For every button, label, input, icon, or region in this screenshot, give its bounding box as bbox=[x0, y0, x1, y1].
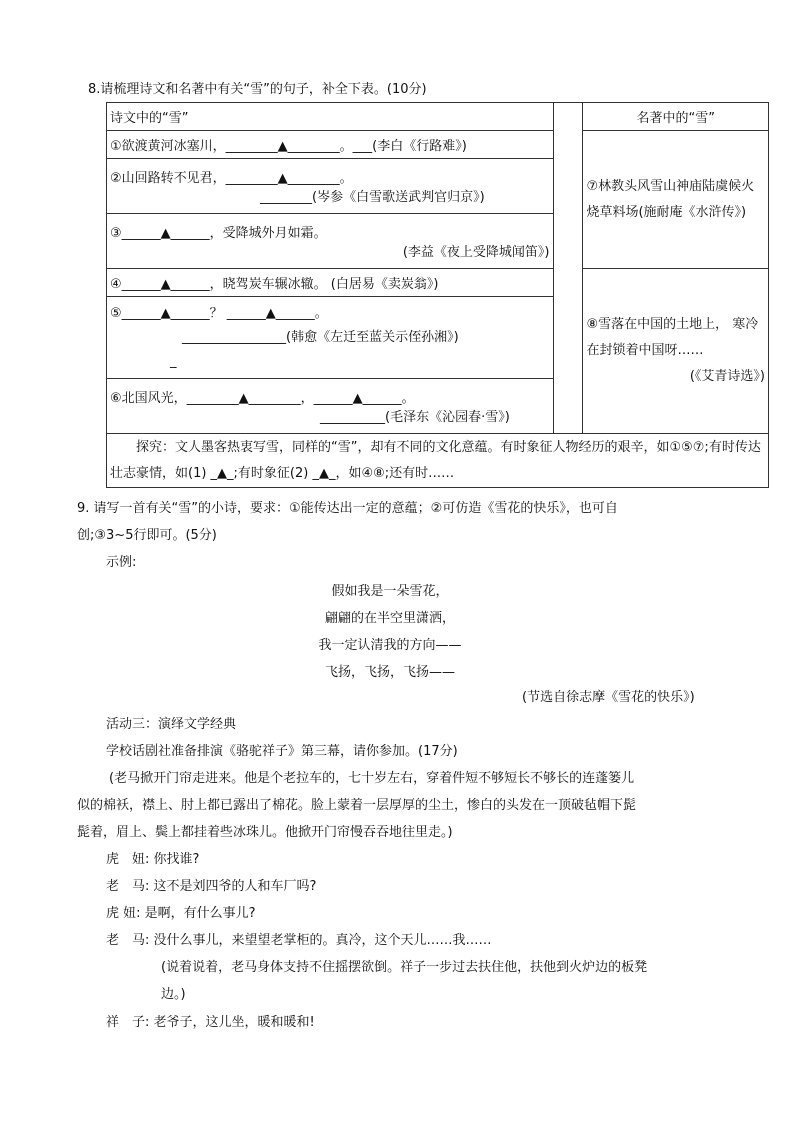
example-label: 示例: bbox=[106, 555, 137, 570]
row-3-line-a: ③______▲______，受降城外月如霜。 bbox=[110, 226, 327, 241]
poem-line-2: 翩翩的在半空里潇洒， bbox=[324, 611, 455, 626]
row-5 bbox=[107, 297, 554, 379]
masterpiece-8-source: (《艾青诗选》) bbox=[689, 369, 765, 384]
dialogue-5 bbox=[106, 1011, 315, 1030]
masterpiece-8-text: ⑧雪落在中国的土地上， 寒冷在封锁着中国呀…… bbox=[586, 317, 759, 358]
line-text: 这不是刘四爷的人和车厂吗? bbox=[153, 879, 317, 894]
row-6-line-b: __________(毛泽东《沁园春·雪》) bbox=[320, 410, 510, 425]
table-spacer bbox=[553, 103, 583, 434]
stage-direction-line-3: 髭着，眉上、鬓上都挂着些冰珠儿。他掀开门帘慢吞吞地往里走。) bbox=[77, 825, 453, 840]
row-3 bbox=[107, 214, 554, 269]
question-9-line-2: 创;③3~5行即可。(5分) bbox=[77, 528, 217, 543]
row-4: ④______▲______，晓驾炭车辗冰辙。 (白居易《卖炭翁》) bbox=[107, 269, 554, 297]
row-5-line-c: _ bbox=[170, 353, 177, 369]
row-5-line-b: ________________(韩愈《左迁至蓝关示侄孙湘》) bbox=[182, 329, 459, 345]
row-1: ①欲渡黄河冰塞川，________▲________。___(李白《行路难》) bbox=[107, 131, 554, 159]
dialogue-2 bbox=[106, 875, 316, 894]
speaker: 虎 妞: bbox=[106, 852, 150, 867]
masterpiece-7: ⑦林教头风雪山神庙陆虞候火烧草料场(施耐庵《水浒传》) bbox=[583, 131, 769, 269]
activity-3-title: 活动三：演绎文学经典 bbox=[106, 717, 237, 732]
poem-source: (节选自徐志摩《雪花的快乐》) bbox=[522, 690, 695, 705]
dialogue-1 bbox=[106, 848, 199, 867]
table-head-left: 诗文中的“雪” bbox=[107, 103, 554, 131]
speaker: 祥 子: bbox=[106, 1015, 150, 1030]
stage-direction-line-1: (老马掀开门帘走进来。他是个老拉车的，七十岁左右，穿着件短不够短长不够长的连蓬篓儿 bbox=[109, 771, 635, 786]
poem-line-4: 飞扬，飞扬，飞扬—— bbox=[324, 665, 455, 680]
speaker: 老 马: bbox=[106, 879, 150, 894]
speaker: 虎 妞: bbox=[106, 906, 141, 921]
snow-table bbox=[106, 102, 769, 488]
speaker: 老 马: bbox=[106, 933, 150, 948]
activity-3-intro: 学校话剧社准备排演《骆驼祥子》第三幕，请你参加。(17分) bbox=[106, 744, 458, 759]
stage-direction-line-2: 似的棉袄，襟上、肘上都已露出了棉花。脸上蒙着一层厚厚的尘土，惨白的头发在一顶破毡帽下髭 bbox=[77, 798, 637, 813]
stage-direction-4a: (说着说着，老马身体支持不住摇摆欲倒。祥子一步过去扶住他，扶他到火炉边的板凳 bbox=[161, 960, 648, 975]
explore-text: 探究：文人墨客热衷写雪，同样的“雪”，却有不同的文化意蕴。有时象征人物经历的艰辛，如①⑤⑦;有时传达壮志豪情，如(1) _▲_;有时象征(2) _▲_，如④⑧;还有时…… bbox=[107, 434, 769, 488]
row-5-line-a: ⑤______▲______？ ______▲______。 bbox=[110, 305, 328, 321]
row-6 bbox=[107, 379, 554, 434]
example-poem bbox=[250, 578, 530, 686]
row-2 bbox=[107, 159, 554, 214]
row-6-line-a: ⑥北国风光，________▲________，______▲______。 bbox=[110, 391, 415, 406]
dialogue-4 bbox=[106, 929, 492, 948]
question-9-line-1: 9. 请写一首有关“雪”的小诗，要求：①能传达出一定的意蕴；②可仿造《雪花的快乐》，也可自 bbox=[77, 501, 618, 516]
row-2-line-a: ②山回路转不见君，________▲________。 bbox=[110, 171, 353, 186]
dialogue-3 bbox=[106, 902, 256, 921]
stage-direction-4b: 边。) bbox=[161, 987, 186, 1002]
line-text: 你找谁? bbox=[153, 852, 200, 867]
row-2-line-b: ________(岑参《白雪歌送武判官归京》) bbox=[260, 190, 485, 205]
table-head-right: 名著中的“雪” bbox=[583, 103, 769, 131]
poem-line-1: 假如我是一朵雪花， bbox=[331, 584, 449, 599]
question-8-title: 8.请梳理诗文和名著中有关“雪”的句子，补全下表。(10分) bbox=[88, 82, 427, 97]
line-text: 是啊，有什么事儿? bbox=[144, 906, 256, 921]
poem-line-3: 我一定认清我的方向—— bbox=[318, 638, 462, 653]
line-text: 没什么事儿，来望望老掌柜的。真冷，这个天儿……我…… bbox=[153, 933, 492, 948]
row-3-line-b: (李益《夜上受降城闻笛》) bbox=[402, 245, 550, 260]
line-text: 老爷子，这儿坐，暖和暖和! bbox=[153, 1015, 315, 1030]
masterpiece-8 bbox=[583, 269, 769, 434]
